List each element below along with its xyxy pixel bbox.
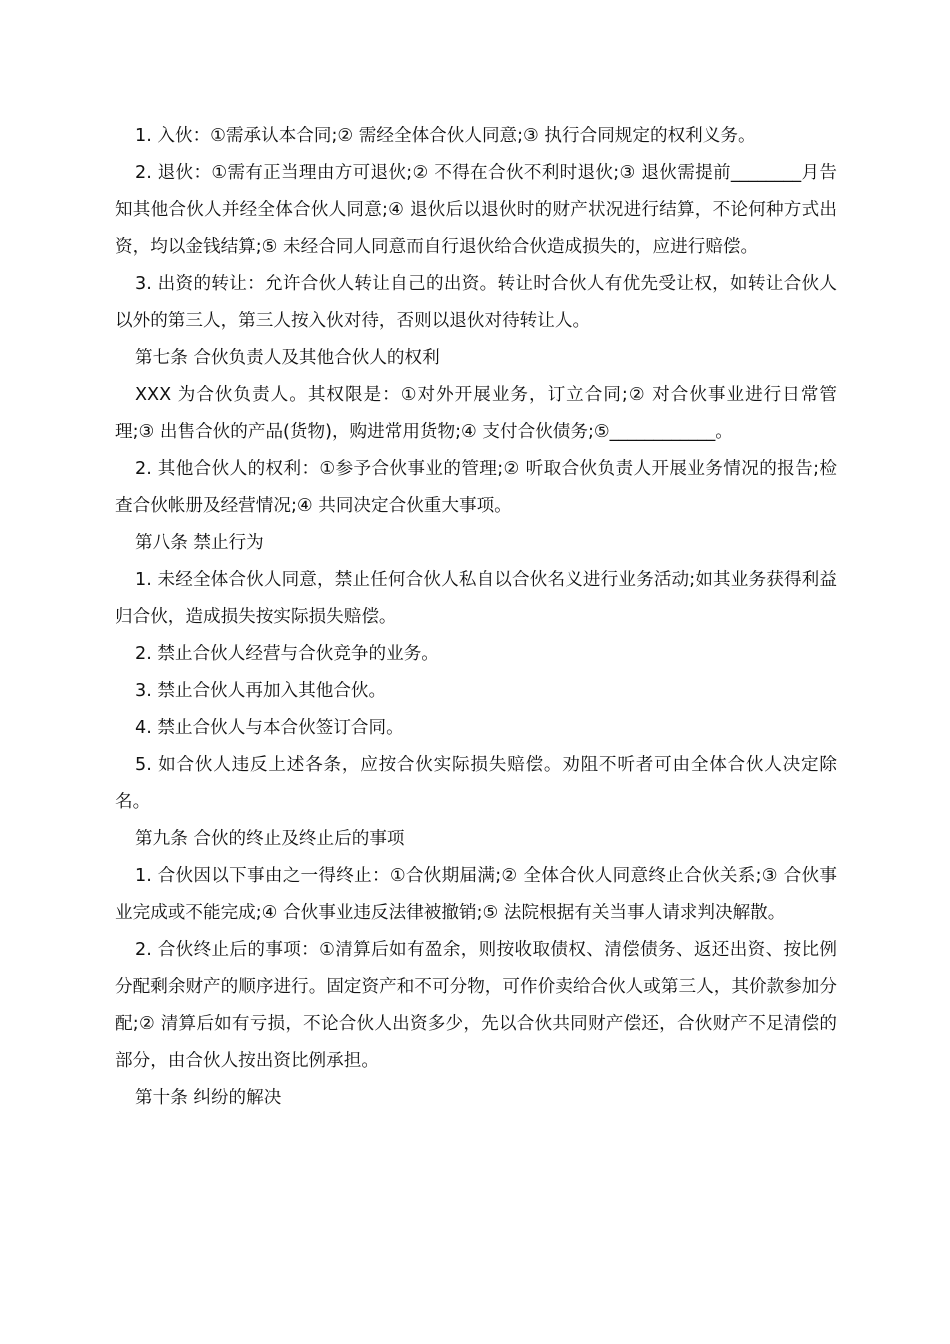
paragraph-other-partner-rights: 2. 其他合伙人的权利：①参予合伙事业的管理;② 听取合伙负责人开展业务情况的报告;检查合伙帐册及经营情况;④ 共同决定合伙重大事项。 bbox=[115, 459, 837, 516]
paragraph-prohibition-3: 3. 禁止合伙人再加入其他合伙。 bbox=[135, 681, 387, 701]
paragraph-prohibition-2: 2. 禁止合伙人经营与合伙竞争的业务。 bbox=[135, 644, 439, 664]
article-7-heading: 第七条 合伙负责人及其他合伙人的权利 bbox=[135, 348, 440, 368]
paragraph-prohibition-5: 5. 如合伙人违反上述各条，应按合伙实际损失赔偿。劝阻不听者可由全体合伙人决定除名。 bbox=[115, 755, 837, 812]
paragraph-join: 1. 入伙：①需承认本合同;② 需经全体合伙人同意;③ 执行合同规定的权利义务。 bbox=[135, 126, 756, 146]
paragraph-manager-rights: XXX 为合伙负责人。其权限是：①对外开展业务，订立合同;② 对合伙事业进行日常管理;③ 出售合伙的产品(货物)，购进常用货物;④ 支付合伙债务;⑤____________。 bbox=[115, 385, 837, 442]
paragraph-prohibition-4: 4. 禁止合伙人与本合伙签订合同。 bbox=[135, 718, 404, 738]
article-10-heading: 第十条 纠纷的解决 bbox=[135, 1088, 282, 1108]
paragraph-prohibition-1: 1. 未经全体合伙人同意，禁止任何合伙人私自以合伙名义进行业务活动;如其业务获得利益归合伙，造成损失按实际损失赔偿。 bbox=[115, 570, 837, 627]
paragraph-transfer: 3. 出资的转让：允许合伙人转让自己的出资。转让时合伙人有优先受让权，如转让合伙人以外的第三人，第三人按入伙对待，否则以退伙对待转让人。 bbox=[115, 274, 837, 331]
paragraph-termination-1: 1. 合伙因以下事由之一得终止：①合伙期届满;② 全体合伙人同意终止合伙关系;③ 合伙事业完成或不能完成;④ 合伙事业违反法律被撤销;⑤ 法院根据有关当事人请求判决解散。 bbox=[115, 866, 837, 923]
document-body bbox=[115, 118, 837, 1117]
article-9-heading: 第九条 合伙的终止及终止后的事项 bbox=[135, 829, 405, 849]
paragraph-withdraw: 2. 退伙：①需有正当理由方可退伙;② 不得在合伙不利时退伙;③ 退伙需提前________月告知其他合伙人并经全体合伙人同意;④ 退伙后以退伙时的财产状况进行结算，不论何种方式出资，均以金钱结算;⑤ 未经合同人同意而自行退伙给合伙造成损失的，应进行赔偿。 bbox=[115, 163, 837, 257]
article-8-heading: 第八条 禁止行为 bbox=[135, 533, 264, 553]
paragraph-termination-2: 2. 合伙终止后的事项：①清算后如有盈余，则按收取债权、清偿债务、返还出资、按比例分配剩余财产的顺序进行。固定资产和不可分物，可作价卖给合伙人或第三人，其价款参加分配;② 清算后如有亏损，不论合伙人出资多少，先以合伙共同财产偿还，合伙财产不足清偿的部分，由合伙人按出资比例承担。 bbox=[115, 940, 837, 1071]
